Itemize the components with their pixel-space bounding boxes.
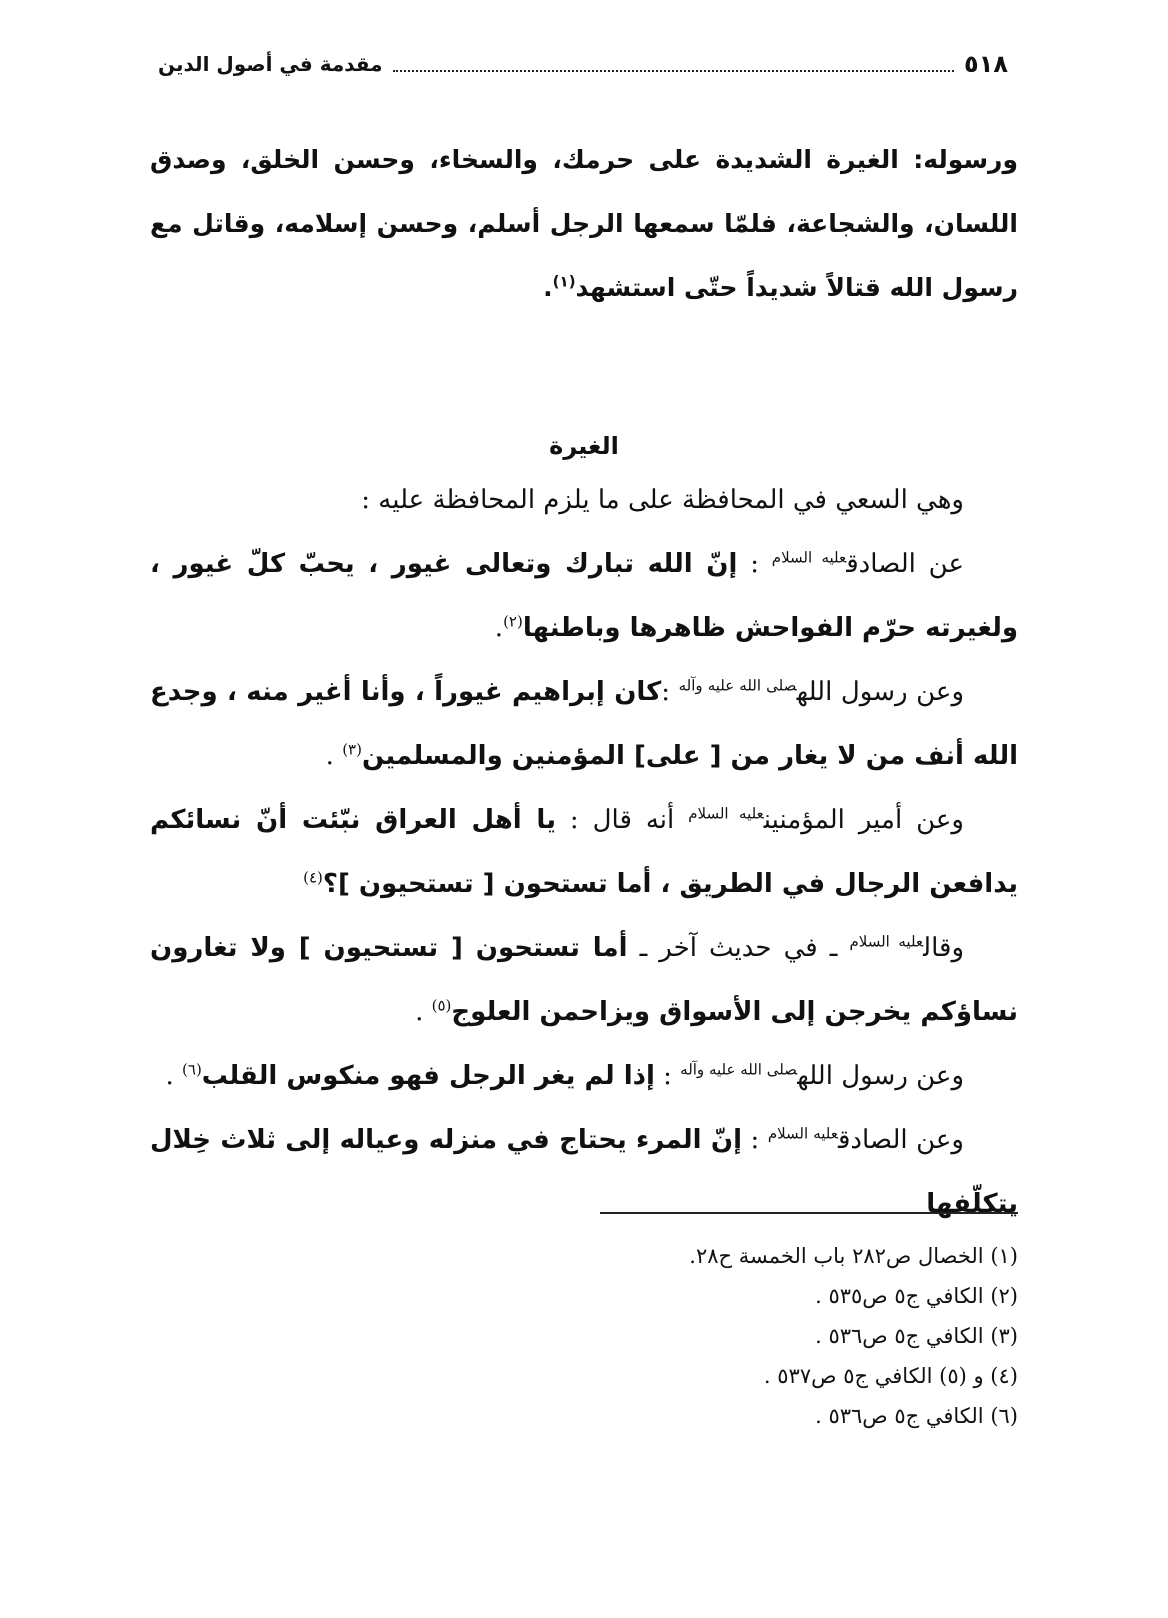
- footnote-separator: [600, 1212, 1018, 1214]
- hadith-lead: وعن رسول الله: [797, 1061, 964, 1091]
- hadith-quote: يا أهل العراق نبّئت أنّ نسائكم يدافعن الرجال في الطريق ، أما تستحون [ تستحيون ]؟: [150, 805, 1018, 899]
- intro-paragraph: [150, 128, 1018, 320]
- hadith-separator: ـ في حديث آخر ـ: [627, 933, 850, 963]
- hadith-lead: وعن رسول الله: [796, 677, 965, 707]
- hadith-paragraph: [150, 660, 1018, 788]
- honorific: صلى الله عليه وآله: [678, 676, 797, 695]
- intro-text: ورسوله: الغيرة الشديدة على حرمك، والسخاء، وحسن الخلق، وصدق اللسان، والشجاعة، فلمّا سمعها الرجل أسلم، وحسن إسلامه، وقاتل مع رسول الله قتالاً شديداً حتّى استشهد: [150, 145, 1018, 302]
- hadith-paragraph: [150, 916, 1018, 1044]
- header-dot-leader: [393, 56, 954, 72]
- hadith-quote: إنّ الله تبارك وتعالى غيور ، يحبّ كلّ غيور ، ولغيرته حرّم الفواحش ظاهرها وباطنها: [150, 549, 1018, 643]
- footnote: (١) الخصال ص٢٨٢ باب الخمسة ح٢٨.: [689, 1244, 1018, 1268]
- honorific: عليه السلام: [849, 932, 924, 951]
- footnote: (٦) الكافي ج٥ ص٥٣٦ .: [815, 1404, 1018, 1428]
- honorific: عليه السلام: [767, 1124, 838, 1143]
- hadith-separator: :: [654, 1061, 681, 1091]
- honorific: صلى الله عليه وآله: [680, 1060, 798, 1079]
- hadith-separator: أنه قال :: [555, 805, 689, 835]
- hadith-paragraph: [150, 1044, 1018, 1108]
- hadith-lead: وقال: [923, 933, 964, 963]
- hadith-lead: وعن الصادق: [837, 1125, 964, 1155]
- hadith-end: .: [415, 997, 432, 1027]
- section-heading: الغيرة: [549, 432, 619, 460]
- footnote-ref: (١): [552, 272, 576, 291]
- intro-end: .: [543, 273, 553, 302]
- hadith-quote: إنّ المرء يحتاج في منزله وعياله إلى ثلاث خِلال يتكلّفها: [150, 1125, 1018, 1219]
- hadith-separator: :: [737, 549, 772, 579]
- hadith-separator: :: [742, 1125, 768, 1155]
- hadith-end: .: [494, 613, 504, 643]
- honorific: عليه السلام: [688, 804, 764, 823]
- hadith-paragraph: [150, 788, 1018, 916]
- footnote-ref: (٢): [503, 612, 523, 631]
- hadith-quote: أما تستحون [ تستحيون ] ولا تغارون نساؤكم يخرجن إلى الأسواق ويزاحمن العلوج: [150, 933, 1018, 1027]
- footnote-ref: (٥): [431, 996, 452, 1015]
- hadith-lead: عن الصادق: [846, 549, 964, 579]
- honorific: عليه السلام: [771, 548, 847, 567]
- hadith-end: .: [325, 741, 343, 771]
- footnote: (٣) الكافي ج٥ ص٥٣٦ .: [815, 1324, 1018, 1348]
- hadith-quote: إذا لم يغر الرجل فهو منكوس القلب: [201, 1061, 655, 1091]
- page-header: [158, 44, 1008, 84]
- hadith-paragraph: [150, 532, 1018, 660]
- page-body: [150, 128, 1018, 1236]
- running-title: مقدمة في أصول الدين: [158, 52, 383, 76]
- hadith-lead: وعن أمير المؤمنين: [763, 805, 964, 835]
- footnote-ref: (٣): [342, 740, 362, 759]
- hadith-end: .: [165, 1061, 183, 1091]
- footnote-ref: (٤): [303, 868, 323, 887]
- footnote-ref: (٦): [182, 1060, 202, 1079]
- footnote: (٤) و (٥) الكافي ج٥ ص٥٣٧ .: [763, 1364, 1018, 1388]
- hadith-separator: :: [661, 677, 679, 707]
- footnote: (٢) الكافي ج٥ ص٥٣٥ .: [815, 1284, 1018, 1308]
- section-definition: وهي السعي في المحافظة على ما يلزم المحافظة عليه :: [361, 485, 964, 515]
- page-number: ٥١٨: [964, 50, 1008, 78]
- footnotes: [150, 1236, 1018, 1436]
- hadith-paragraph: [150, 1108, 1018, 1236]
- hadith-quote: كان إبراهيم غيوراً ، وأنا أغير منه ، وجدع الله أنف من لا يغار من [ على] المؤمنين والمسلمين: [150, 677, 1018, 771]
